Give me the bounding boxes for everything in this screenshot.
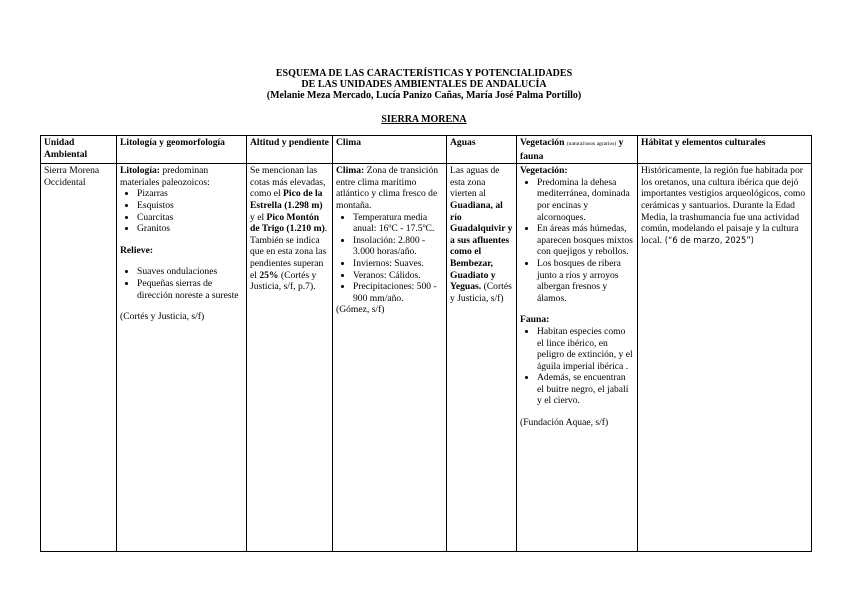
habitat-text: Históricamente, la región fue habitada por los oretanos, una cultura ibérica que dejó importantes vestigios arqueológicos, como cerámicas y santuarios. Durante la Edad Media, la trashumancia fue una actividad común, modelando el paisaje y la cultura local. [641, 165, 806, 246]
col-header-altitud: Altitud y pendiente [247, 136, 333, 164]
cell-litologia [117, 164, 247, 552]
cell-clima [333, 164, 447, 552]
list-item: • En áreas más húmedas, aparecen bosques mixtos con quejigos y rebollos. [537, 223, 634, 258]
clima-label: Clima: [336, 165, 365, 177]
veg-list [520, 177, 634, 305]
doc-title-line-1: ESQUEMA DE LAS CARACTERÍSTICAS Y POTENCIALIDADES [275, 68, 573, 79]
aguas-text: Las aguas de esta zona vierten al [450, 165, 500, 200]
list-item: • Cuarcitas [137, 212, 243, 224]
altitud-peak-1: Pico de la Estrella (1.298 m) [250, 188, 323, 211]
clima-source: (Gómez, s/f) [336, 304, 385, 316]
clima-list [336, 212, 443, 305]
col-header-aguas: Aguas [447, 136, 517, 164]
altitud-source: (Cortés y Justicia, s/f, p.7). [250, 269, 317, 293]
table-header-row [41, 136, 812, 164]
altitud-slope: 25% [259, 269, 279, 281]
cell-altitud [247, 164, 333, 552]
clima-intro: Zona de transición entre clima marítimo atlántico y clima fresco de montaña. [336, 165, 439, 211]
cell-habitat [638, 164, 812, 552]
list-item: • Pequeñas sierras de dirección noreste a sureste [137, 278, 243, 301]
lito-label: Litología: [120, 165, 160, 177]
veg-source: (Fundación Aquae, s/f) [520, 417, 609, 429]
veg-header-main: Vegetación [520, 137, 565, 148]
list-item: • Veranos: Cálidos. [353, 270, 443, 282]
altitud-peak-2: Pico Montón de Trigo (1.210 m) [250, 211, 325, 235]
list-item: • Los bosques de ribera junto a ríos y arroyos albergan fresnos y álamos. [537, 258, 634, 304]
list-item: • Habitan especies como el lince ibérico, en peligro de extinción, y el águila imperial ibérica . [537, 326, 634, 372]
cell-unidad: Sierra Morena Occidental [41, 164, 117, 552]
habitat-date: (“6 de marzo, 2025”) [662, 234, 754, 245]
aguas-rivers: Guadiana, al río Guadalquivir y a sus afluentes como el Bembezar, Guadiato y Yeguas. [450, 199, 513, 293]
list-item: • Esquistos [137, 200, 243, 212]
characteristics-table [40, 135, 812, 552]
aguas-source: (Cortés y Justicia, s/f) [450, 281, 512, 304]
fauna-label: Fauna: [520, 314, 550, 326]
doc-authors: (Melanie Meza Mercado, Lucía Panizo Cañas, María José Palma Portillo) [266, 90, 582, 101]
lito-source: (Cortés y Justicia, s/f) [120, 311, 205, 323]
list-item: • Temperatura media anual: 16ºC - 17.5ºC. [353, 212, 443, 235]
col-header-habitat: Hábitat y elementos culturales [638, 136, 812, 164]
list-item: • Insolación: 2.800 - 3.000 horas/año. [353, 235, 443, 258]
altitud-text-2: y el [250, 211, 267, 223]
cell-aguas [447, 164, 517, 552]
col-header-vegetacion [517, 136, 638, 164]
altitud-text-3: . También se indica que en esta zona las pendientes superan el [250, 223, 328, 281]
list-item: • Pizarras [137, 188, 243, 200]
veg-header-note: (natural/usos agrarios) [566, 141, 617, 147]
fauna-list [520, 326, 634, 407]
altitud-text-1: Se mencionan las cotas más elevadas, como el [250, 165, 326, 200]
list-item: • Precipitaciones: 500 - 900 mm/año. [353, 281, 443, 304]
veg-header-fauna: y fauna [520, 137, 624, 162]
col-header-litologia: Litología y geomorfología [117, 136, 247, 164]
list-item: • Predomina la dehesa mediterránea, dominada por encinas y alcornoques. [537, 177, 634, 223]
relieve-label: Relieve: [120, 244, 154, 256]
list-item: • Granitos [137, 223, 243, 235]
list-item: • Suaves ondulaciones [137, 266, 243, 278]
lito-intro: predominan materiales paleozoicos: [120, 165, 210, 188]
list-item: • Inviernos: Suaves. [353, 258, 443, 270]
lito-list [120, 188, 243, 234]
cell-vegetacion [517, 164, 638, 552]
col-header-unidad: Unidad Ambiental [41, 136, 117, 164]
col-header-clima: Clima [333, 136, 447, 164]
relieve-list [120, 266, 243, 301]
table-row [41, 164, 812, 552]
veg-label: Vegetación: [520, 165, 568, 177]
section-title: SIERRA MORENA [381, 114, 467, 125]
list-item: • Además, se encuentran el buitre negro, el jabalí y el ciervo. [537, 372, 634, 407]
doc-title-line-2: DE LAS UNIDADES AMBIENTALES DE ANDALUCÍA [301, 79, 547, 90]
